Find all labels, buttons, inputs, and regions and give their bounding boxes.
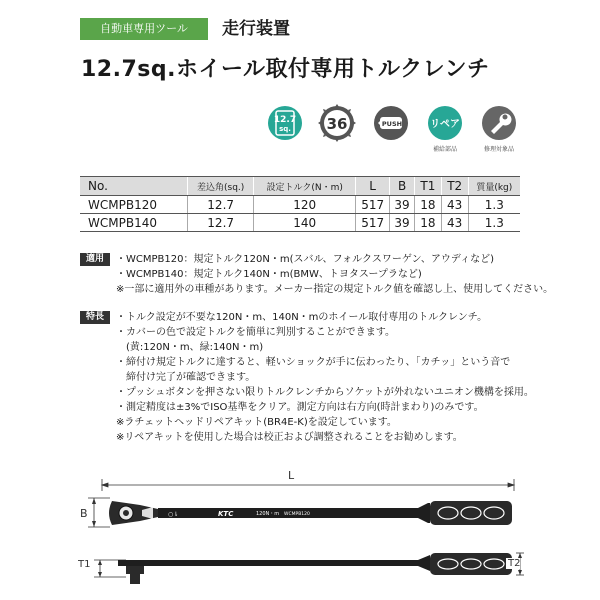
wrench-top-view xyxy=(88,498,512,527)
page-title: 12.7sq.ホイール取付専用トルクレンチ xyxy=(81,57,490,82)
repair-caption: 補給部品 xyxy=(432,146,457,153)
cell-mass: 1.3 xyxy=(468,196,520,214)
cell-T1: 18 xyxy=(414,196,441,214)
feature-line: (黄:120N・m、緑:140N・m) xyxy=(116,342,264,353)
col-torque: 設定トルク(N・m) xyxy=(254,177,356,196)
section-title: 走行装置 xyxy=(222,19,290,39)
cell-L: 517 xyxy=(356,214,390,232)
feature-line: ・カバーの色で設定トルクを簡単に判別することができます。 xyxy=(116,327,395,338)
feature-line: ※ラチェットヘッドリペアキット(BR4E-K)を設定しています。 xyxy=(116,417,397,428)
application-line: ※一部に適用外の車種があります。メーカー指定の規定トルク値を確認し上、使用してください。 xyxy=(116,284,554,295)
feature-line: ※リペアキットを使用した場合は校正および調整されることをお勧めします。 xyxy=(116,432,463,443)
col-T1: T1 xyxy=(414,177,441,196)
feature-line: ・締付け規定トルクに達すると、軽いショックが手に伝わったり、「カチッ」という音で xyxy=(116,357,511,368)
table-row xyxy=(80,196,520,214)
col-T2: T2 xyxy=(441,177,468,196)
cell-torque: 120 xyxy=(254,196,356,214)
push-label: PUSH xyxy=(381,120,403,128)
teeth-count-value: 36 xyxy=(326,115,348,133)
cell-B: 39 xyxy=(390,196,415,214)
repair-icon xyxy=(424,104,466,154)
torque-mark: 120N・m xyxy=(256,511,280,517)
feature-line: ・プッシュボタンを押さない限りトルクレンチからソケットが外れないユニオン機構を採用。 xyxy=(116,387,534,398)
feature-line: ・トルク設定が不要な120N・m、140N・mのホイール取付専用のトルクレンチ。 xyxy=(116,312,488,323)
cell-T2: 43 xyxy=(441,196,468,214)
sq-size-unit: sq. xyxy=(279,125,291,133)
features-tag: 特長 xyxy=(80,311,110,324)
dimension-T2-label: T2 xyxy=(508,558,521,569)
col-L: L xyxy=(356,177,390,196)
col-sq: 差込角(sq.) xyxy=(188,177,254,196)
cell-L: 517 xyxy=(356,196,390,214)
cell-T2: 43 xyxy=(441,214,468,232)
table-row xyxy=(80,214,520,232)
col-mass: 質量(kg) xyxy=(468,177,520,196)
cell-sq: 12.7 xyxy=(188,214,254,232)
col-B: B xyxy=(390,177,415,196)
application-line: ・WCMPB140：規定トルク140N・m(BMW、トヨタスープラなど) xyxy=(116,269,422,280)
spec-table xyxy=(80,176,520,232)
feature-line: ・測定精度は±3%でISO基準をクリア。測定方向は右方向(時計まわり)のみです。 xyxy=(116,402,484,413)
dimension-L xyxy=(102,479,514,491)
application-line: ・WCMPB120：規定トルク120N・m(スバル、フォルクスワーゲン、アウディなど) xyxy=(116,254,494,265)
wrench-dimension-diagram xyxy=(78,465,528,595)
cell-T1: 18 xyxy=(414,214,441,232)
application-tag: 適用 xyxy=(80,253,110,266)
cell-mass: 1.3 xyxy=(468,214,520,232)
wrench-repairable-icon xyxy=(478,104,520,154)
dimension-T1-label: T1 xyxy=(78,559,91,570)
spec-table-header xyxy=(80,177,520,196)
teeth-count-icon xyxy=(316,104,358,154)
cell-no: WCMPB140 xyxy=(80,214,188,232)
cell-sq: 12.7 xyxy=(188,196,254,214)
cell-no: WCMPB120 xyxy=(80,196,188,214)
wrench-side-view xyxy=(94,553,524,584)
wrench-repairable-caption: 修理対象品 xyxy=(483,146,514,153)
category-badge: 自動車専用ツール xyxy=(80,18,208,40)
brand-mark: KTC xyxy=(218,510,234,518)
feature-line: 締付け完了が確認できます。 xyxy=(116,372,256,383)
dimension-L-label: L xyxy=(288,469,295,482)
push-button-icon xyxy=(370,104,412,154)
sq-size-icon xyxy=(264,104,306,154)
dimension-B-label: B xyxy=(80,507,88,520)
sq-size-value: 12.7 xyxy=(273,115,297,125)
direction-mark: ○⇂ xyxy=(168,511,179,518)
repair-label: リペア xyxy=(430,119,460,130)
cell-torque: 140 xyxy=(254,214,356,232)
col-no: No. xyxy=(80,177,188,196)
model-mark: WCMPB120 xyxy=(284,512,310,517)
cell-B: 39 xyxy=(390,214,415,232)
feature-icons xyxy=(264,104,520,154)
